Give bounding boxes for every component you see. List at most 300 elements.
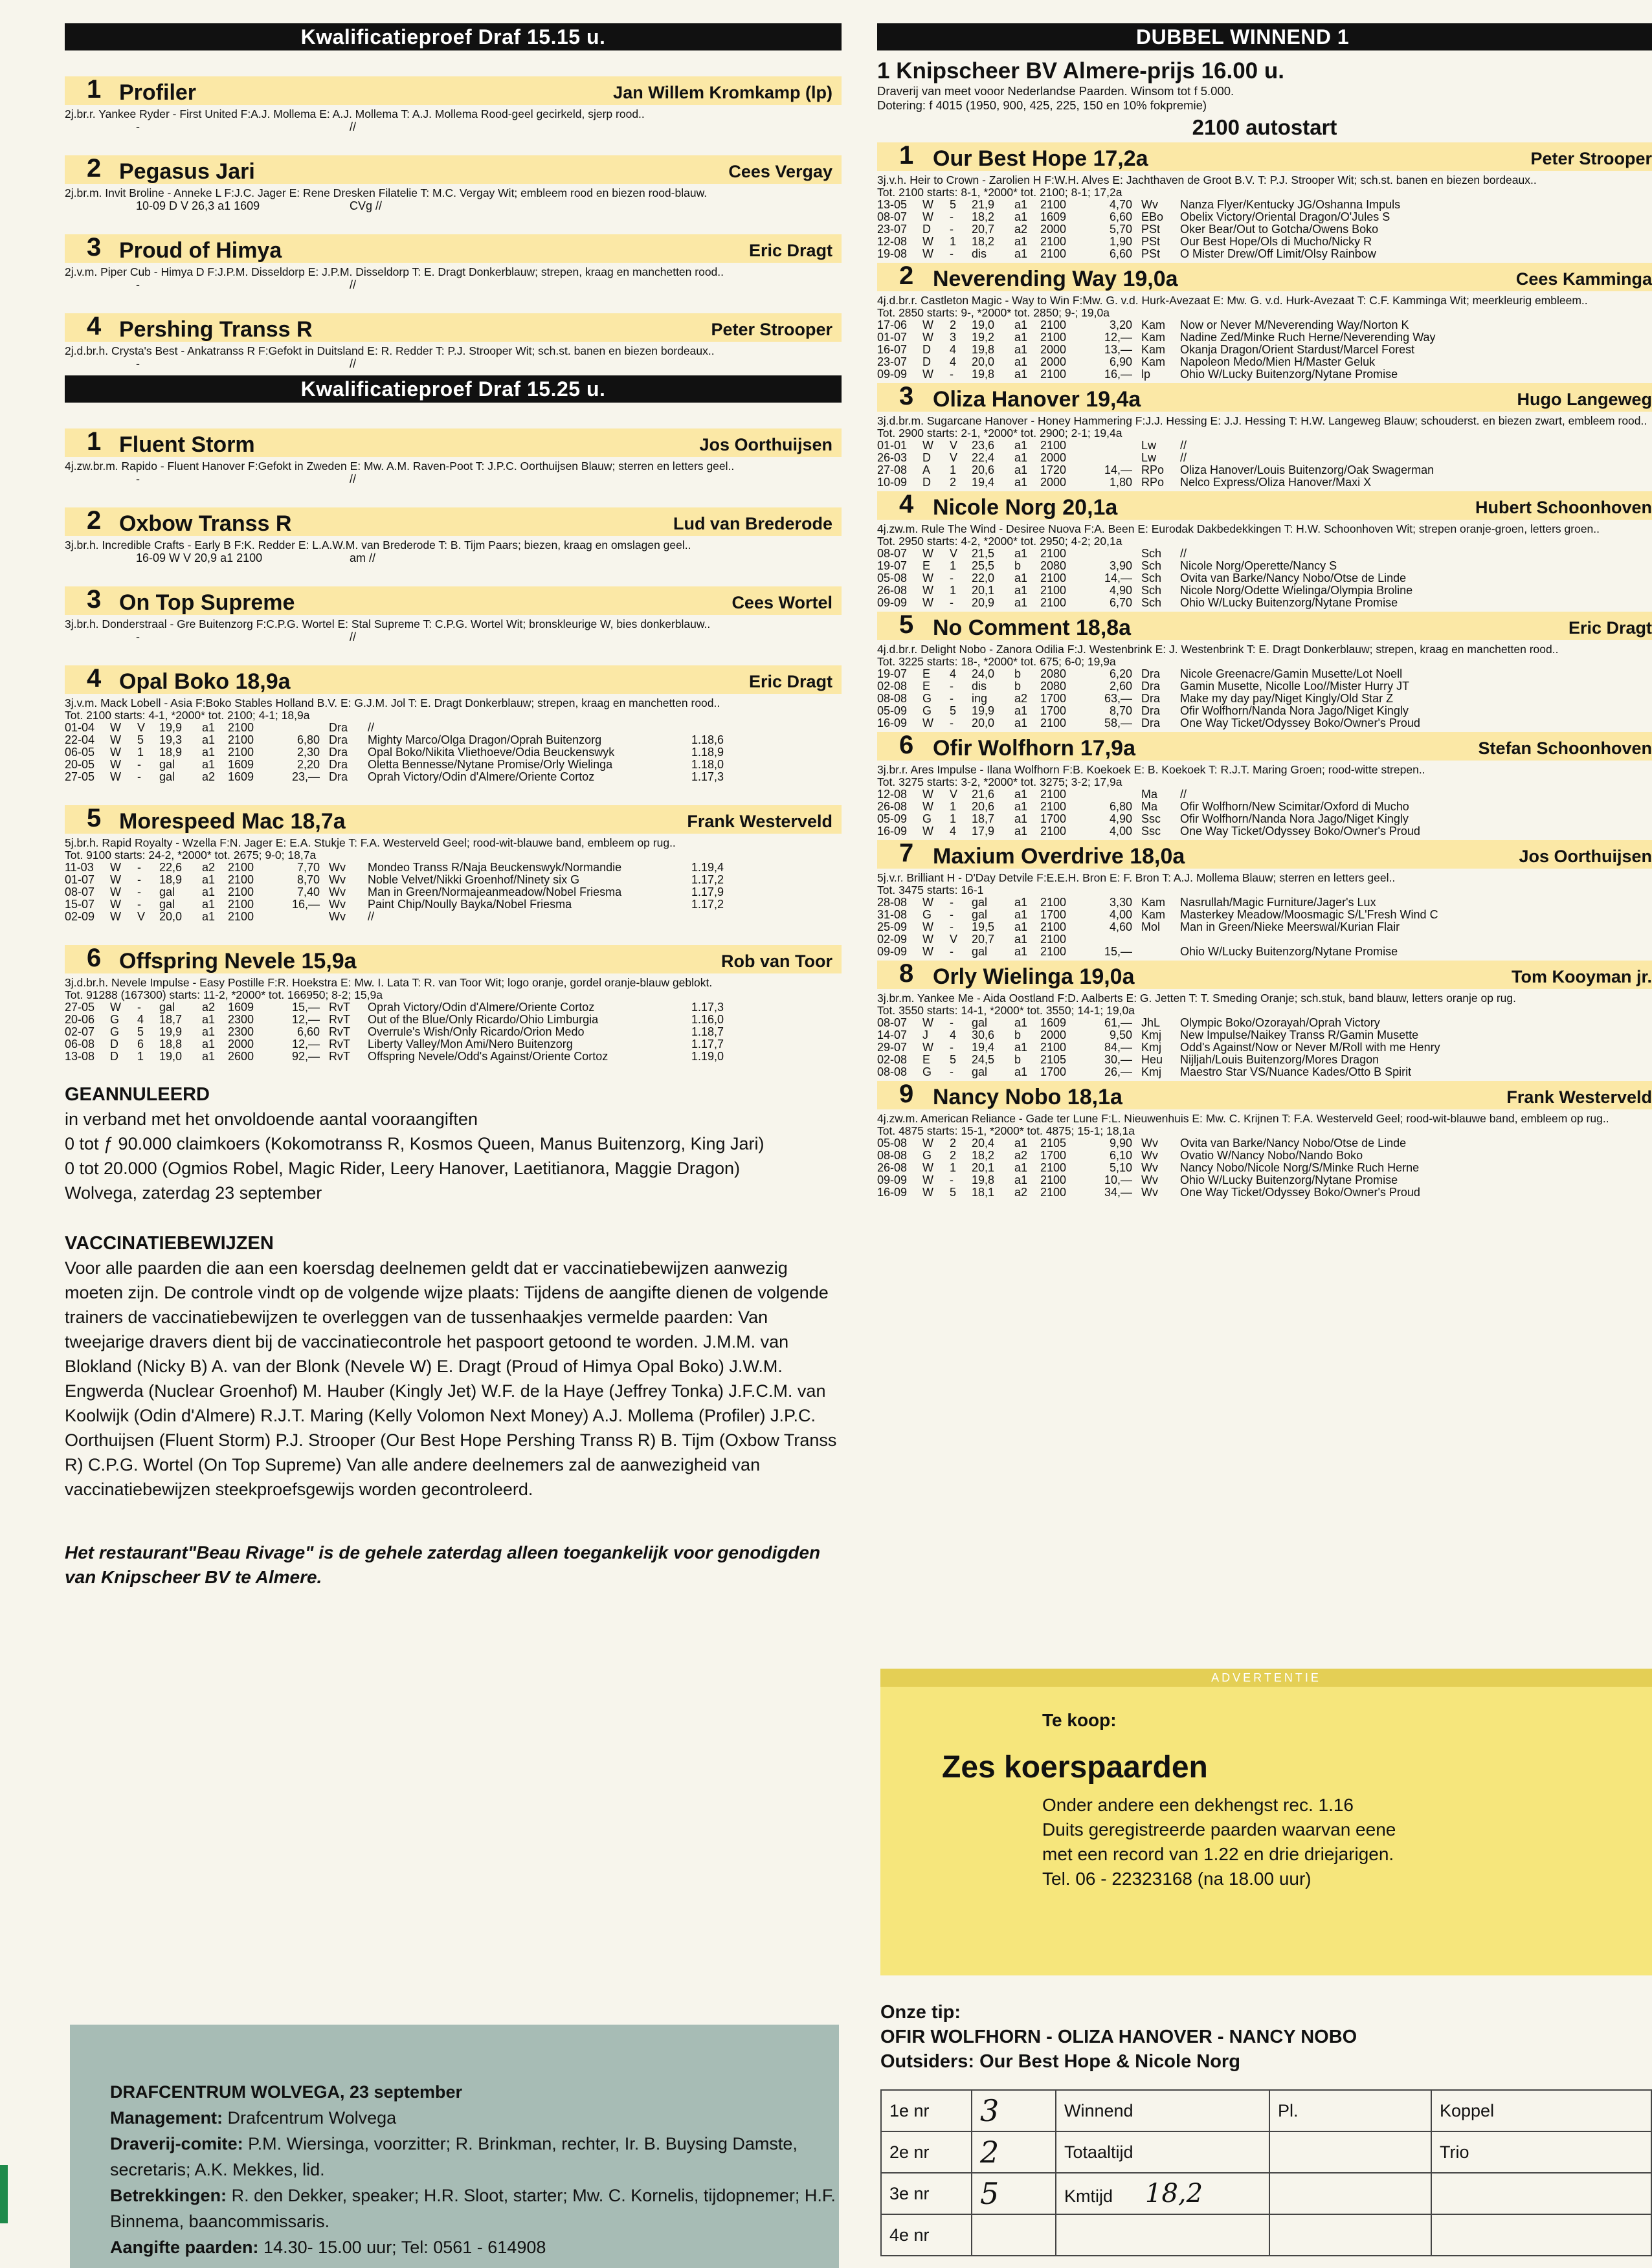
horse-pedigree: 4j.zw.br.m. Rapido - Fluent Hanover F:Gefokt in Zweden E: Mw. A.M. Raven-Poot T: J.P.C. Oorthuijsen Blauw; sterren en letters geel..	[65, 460, 735, 472]
horse-name: Nancy Nobo 18,1a	[933, 1085, 1122, 1109]
horse-entry	[877, 961, 1652, 1078]
performance-row	[877, 693, 1504, 705]
horse-header	[65, 234, 842, 263]
performance-cell: 26-08	[877, 1161, 908, 1174]
performance-cell: a2	[202, 861, 216, 874]
performance-cell: 17-06	[877, 318, 908, 331]
performance-cell: 19,9	[972, 704, 995, 717]
horse-entry	[65, 805, 842, 923]
performance-cell	[269, 911, 329, 923]
performance-cell: 19,2	[972, 331, 995, 344]
performance-cell: 2100	[1040, 547, 1067, 560]
performance-cell: Make my day pay/Niget Kingly/Old Star Z	[1180, 692, 1394, 705]
performance-cell: 2100	[1040, 1186, 1067, 1199]
performance-cell: Nicole Greenacre/Gamin Musette/Lot Noell	[1180, 667, 1403, 680]
performance-cell: G	[110, 1025, 120, 1038]
info-betrekkingen: Betrekkingen: R. den Dekker, speaker; H.R. Sloot, starter; Mw. C. Kornelis, tijdopnemer; H.F. Binnema, baancommissaris.	[110, 2186, 836, 2231]
performance-cell: 84,—	[1104, 1041, 1132, 1054]
performance-cell: 12,—	[291, 1038, 320, 1051]
performance-cell: 10-09	[877, 476, 908, 489]
performance-cell: a1	[1014, 210, 1028, 223]
performance-row	[65, 898, 756, 911]
performance-cell: 08-07	[877, 210, 908, 223]
performance-cell: Sch	[1141, 572, 1162, 584]
performance-cell: 1.17,2	[691, 898, 724, 911]
performance-cell: a1	[1014, 547, 1028, 560]
horse-entry	[65, 945, 842, 1063]
performance-cell: a1	[202, 1038, 216, 1051]
horse-totals: Tot. 4875 starts: 15-1, *2000* tot. 4875; 15-1; 18,1a	[877, 1124, 1135, 1137]
performance-cell: 2100	[228, 721, 254, 734]
performance-cell: 5,70	[1109, 223, 1132, 236]
past-performances	[877, 668, 1504, 729]
performance-cell: a1	[1014, 198, 1028, 211]
performance-cell: Dra	[329, 733, 348, 746]
performance-cell: 58,—	[1104, 717, 1132, 729]
performance-cell: 15,—	[291, 1001, 320, 1014]
horse-trainer: Cees Wortel	[731, 593, 832, 612]
performance-cell: 01-01	[877, 439, 908, 452]
performance-cell: G	[922, 704, 932, 717]
performance-cell: -	[950, 692, 954, 705]
slip-cell: 4e nr	[881, 2214, 972, 2256]
performance-cell: a1	[1014, 1041, 1028, 1054]
horse-trainer: Rob van Toor	[721, 951, 832, 971]
horse-trainer: Tom Kooyman jr.	[1511, 967, 1652, 986]
performance-cell: a1	[1014, 451, 1028, 464]
performance-row	[877, 464, 1504, 476]
performance-cell: 2100	[1040, 933, 1067, 946]
performance-cell: 2000	[228, 1038, 254, 1051]
ad-heading: Zes koerspaarden	[942, 1750, 1208, 1784]
performance-row	[877, 439, 1504, 452]
horse-number: 2	[87, 506, 102, 535]
horse-trainer: Peter Strooper	[1530, 149, 1652, 168]
performance-cell: Ohio W/Lucky Buitenzorg/Nytane Promise	[1180, 596, 1398, 609]
performance-cell: Nanza Flyer/Kentucky JG/Oshanna Impuls	[1180, 198, 1401, 211]
performance-row	[65, 911, 756, 923]
performance-cell: 2000	[1040, 223, 1067, 236]
performance-cell: 10,—	[1104, 1173, 1132, 1186]
performance-cell: 1	[950, 235, 957, 248]
slip-cell	[1269, 2173, 1431, 2214]
performance-cell: W	[922, 1173, 933, 1186]
performance-cell: 2080	[1040, 559, 1067, 572]
performance-cell: Odd's Against/Now or Never M/Roll with me Henry	[1180, 1041, 1440, 1054]
performance-cell: 4	[950, 1028, 957, 1041]
performance-end: //	[350, 630, 357, 643]
performance-cell: Kam	[1141, 896, 1166, 909]
performance-cell: 1720	[1040, 463, 1067, 476]
performance-cell: -	[137, 1001, 141, 1014]
slip-handwritten[interactable]: 3	[972, 2090, 1056, 2131]
performance-cell: a1	[1014, 704, 1028, 717]
performance-cell: gal	[159, 770, 175, 783]
performance-row	[877, 211, 1504, 223]
past-performances	[877, 1017, 1504, 1078]
horse-totals: Tot. 3275 starts: 3-2, *2000* tot. 3275; 3-2; 17,9a	[877, 775, 1122, 788]
performance-cell: G	[922, 692, 932, 705]
performance-cell: 20,1	[972, 584, 995, 597]
slip-handwritten[interactable]: 2	[972, 2131, 1056, 2173]
performance-cell: //	[1180, 788, 1187, 801]
performance-cell: Dra	[1141, 667, 1161, 680]
performance-cell: Heu	[1141, 1053, 1163, 1066]
horse-pedigree: 2j.d.br.h. Crysta's Best - Ankatranss R F:Gefokt in Duitsland E: R. Redder T: P.J. Strooper Wit; sch.st. banen en biezen bordeaux..	[65, 344, 715, 357]
performance-cell: 4	[137, 1013, 144, 1026]
performance-cell: 1	[950, 1161, 957, 1174]
performance-cell: 08-07	[877, 1016, 908, 1029]
performance-cell: 20,6	[972, 463, 995, 476]
performance-cell: 2100	[1040, 318, 1067, 331]
performance-cell: Nadine Zed/Minke Ruch Herne/Neverending Way	[1180, 331, 1436, 344]
performance-cell: 8,70	[296, 873, 320, 886]
performance-cell: 2000	[1040, 1028, 1067, 1041]
horse-totals: Tot. 9100 starts: 24-2, *2000* tot. 2675; 9-0; 18,7a	[65, 849, 317, 862]
performance-cell: 23-07	[877, 355, 908, 368]
performance-cell: W	[922, 439, 933, 452]
slip-cell: Pl.	[1269, 2090, 1431, 2131]
performance-cell: W	[110, 733, 121, 746]
performance-cell: 6,70	[1109, 596, 1132, 609]
dubbel-winnend-header: DUBBEL WINNEND 1	[877, 23, 1652, 50]
performance-cell: a1	[1014, 1065, 1028, 1078]
performance-cell: 1,80	[1109, 476, 1132, 489]
performance-cell: 2080	[1040, 667, 1067, 680]
performance-cell: a1	[1014, 331, 1028, 344]
performance-cell: a1	[1014, 945, 1028, 958]
performance-cell: 18,7	[972, 812, 995, 825]
vaccination-title: VACCINATIEBEWIJZEN	[65, 1233, 274, 1254]
slip-handwritten[interactable]: 5	[972, 2173, 1056, 2214]
performance-cell: 14-07	[877, 1028, 908, 1041]
performance-cell: Overrule's Wish/Only Ricardo/Orion Medo	[368, 1025, 585, 1038]
performance-cell: W	[922, 1186, 933, 1199]
performance-cell: 2100	[1040, 717, 1067, 729]
performance-cell: a1	[1014, 235, 1028, 248]
race-header-1525: Kwalificatieproef Draf 15.25 u.	[65, 375, 842, 403]
performance-cell: a1	[202, 898, 216, 911]
performance-cell: 2300	[228, 1025, 254, 1038]
performance-cell: 23-07	[877, 223, 908, 236]
performance-row	[65, 886, 756, 898]
performance-row	[65, 746, 756, 759]
performance-cell: 1.19,0	[691, 1050, 724, 1063]
horse-pedigree: 3j.d.br.m. Sugarcane Hanover - Honey Hammering F:J.J. Hessing E: J.J. Hessing T: H.W. Langeweg Blauw; schouderst. en biezen zwart, embleem rood..	[877, 414, 1647, 427]
performance-cell: Paint Chip/Noully Bayka/Nobel Friesma	[368, 898, 572, 911]
horse-pedigree: 4j.d.br.r. Castleton Magic - Way to Win F:Mw. G. v.d. Hurk-Avezaat E: Mw. G. v.d. Hurk-Avezaat T: C.F. Kamminga Wit; meerkleurig embleem..	[877, 294, 1588, 307]
performance-cell: Obelix Victory/Oriental Dragon/O'Jules S	[1180, 210, 1390, 223]
performance-cell: gal	[159, 758, 175, 771]
performance-cell: 22-04	[65, 733, 95, 746]
performance-row	[877, 248, 1504, 260]
horse-totals: Tot. 3225 starts: 18-, *2000* tot. 675; 6-0; 19,9a	[877, 655, 1116, 668]
performance-cell: PSt	[1141, 235, 1161, 248]
performance-cell: Lw	[1141, 451, 1157, 464]
performance-cell: 25,5	[972, 559, 995, 572]
horse-trainer: Eric Dragt	[1568, 618, 1652, 638]
performance-row	[877, 1054, 1504, 1066]
performance-cell: Nelco Express/Oliza Hanover/Maxi X	[1180, 476, 1372, 489]
horse-entry	[877, 1081, 1652, 1199]
performance-cell: PSt	[1141, 247, 1161, 260]
past-performances	[877, 199, 1504, 260]
performance-cell: 29-07	[877, 1041, 908, 1054]
horse-header	[877, 732, 1652, 761]
performance-cell: 2100	[1040, 572, 1067, 584]
performance-cell: a2	[202, 770, 216, 783]
performance-cell: 2100	[1040, 247, 1067, 260]
performance-end: CVg //	[350, 199, 383, 212]
performance-cell: Now or Never M/Neverending Way/Norton K	[1180, 318, 1409, 331]
performance-cell: One Way Ticket/Odyssey Boko/Owner's Proud	[1180, 717, 1420, 729]
performance-cell: //	[1180, 439, 1187, 452]
past-performances	[877, 439, 1504, 489]
performance-cell: a2	[202, 1001, 216, 1014]
performance-cell: 5	[137, 1025, 144, 1038]
performance-cell: 16-07	[877, 343, 908, 356]
geannuleerd-line: 0 tot 20.000 (Ogmios Robel, Magic Rider, Leery Hanover, Laetitianora, Maggie Dragon)	[65, 1159, 741, 1178]
performance-cell: RvT	[329, 1038, 350, 1051]
performance-cell: Ohio W/Lucky Buitenzorg/Nytane Promise	[1180, 1173, 1398, 1186]
performance-cell: 2100	[1040, 235, 1067, 248]
performance-cell: Nicole Norg/Operette/Nancy S	[1180, 559, 1337, 572]
performance-cell: Kmj	[1141, 1041, 1161, 1054]
horse-header	[65, 428, 842, 457]
performance-cell: 2100	[1040, 945, 1067, 958]
performance-cell: 09-09	[877, 596, 908, 609]
performance-cell: W	[922, 896, 933, 909]
performance-cell: Ma	[1141, 800, 1158, 813]
performance-cell: a1	[1014, 463, 1028, 476]
horse-name: Nicole Norg 20,1a	[933, 495, 1118, 520]
horse-totals: Tot. 91288 (167300) starts: 11-2, *2000* tot. 166950; 8-2; 15,9a	[65, 988, 383, 1001]
performance-cell: 31-08	[877, 908, 908, 921]
performance-cell: 19,9	[159, 721, 183, 734]
performance-line	[65, 120, 842, 133]
performance-cell: -	[950, 223, 954, 236]
performance-cell: gal	[972, 896, 988, 909]
performance-cell	[1141, 933, 1180, 946]
performance-cell: V	[950, 933, 958, 946]
performance-cell: 05-08	[877, 572, 908, 584]
performance-cell: 6,80	[296, 733, 320, 746]
performance-row	[877, 223, 1504, 236]
performance-cell: 18,1	[972, 1186, 995, 1199]
performance-cell: gal	[972, 945, 988, 958]
performance-line	[65, 472, 842, 485]
horse-pedigree: 3j.v.m. Mack Lobell - Asia F:Boko Stables Holland B.V. E: G.J.M. Jol T: E. Dragt Donkerblauw; strepen, kraag en manchetten rood..	[65, 696, 720, 709]
performance-row	[877, 1041, 1504, 1054]
vaccination-section	[65, 1231, 842, 1502]
performance-cell: Kmj	[1141, 1065, 1161, 1078]
performance-cell: a1	[1014, 596, 1028, 609]
performance-cell: 4,90	[1109, 584, 1132, 597]
performance-cell: Wv	[1141, 1137, 1158, 1150]
slip-cell	[1269, 2214, 1431, 2256]
performance-cell: 6,60	[1109, 210, 1132, 223]
performance-cell: 02-08	[877, 1053, 908, 1066]
performance-row	[877, 560, 1504, 572]
performance-cell: 19,3	[159, 733, 183, 746]
performance-cell: 1.16,0	[691, 1013, 724, 1026]
performance-cell: W	[922, 788, 933, 801]
performance-cell: -	[950, 908, 954, 921]
performance-cell: 20,7	[972, 223, 995, 236]
performance-cell: 18,7	[159, 1013, 183, 1026]
slip-row	[881, 2214, 1651, 2256]
performance-cell: 63,—	[1104, 692, 1132, 705]
green-edge-strip	[0, 2165, 8, 2223]
horse-totals: Tot. 2950 starts: 4-2, *2000* tot. 2950; 4-2; 20,1a	[877, 535, 1122, 548]
performance-cell: 20-05	[65, 758, 95, 771]
performance-cell: 1	[950, 812, 957, 825]
performance-cell: 09-09	[877, 1173, 908, 1186]
performance-cell: 11-03	[65, 861, 94, 874]
slip-row	[881, 2090, 1651, 2131]
horse-pedigree: 5j.br.h. Rapid Royalty - Wzella F:N. Jager E: E.A. Stukje T: F.A. Westerveld Geel; rood-wit-blauwe band, embleem op rug..	[65, 836, 676, 849]
performance-cell: a1	[1014, 368, 1028, 381]
horse-trainer: Frank Westerveld	[687, 812, 832, 831]
performance-text: -	[136, 357, 140, 370]
performance-row	[877, 572, 1504, 584]
performance-cell: 1.18,0	[691, 758, 724, 771]
performance-cell: Wv	[1141, 1186, 1158, 1199]
performance-row	[65, 771, 756, 783]
performance-cell: 3,20	[1109, 318, 1132, 331]
info-aangifte: Aangifte paarden: 14.30- 15.00 uur; Tel: 0561 - 614908	[110, 2238, 546, 2257]
performance-cell: 2080	[1040, 680, 1067, 693]
performance-cell: One Way Ticket/Odyssey Boko/Owner's Proud	[1180, 1186, 1420, 1199]
performance-cell: Mol	[1141, 920, 1161, 933]
performance-cell: 6,90	[1109, 355, 1132, 368]
performance-cell: 2	[950, 1149, 957, 1162]
performance-cell: 1.17,2	[691, 873, 724, 886]
performance-cell: 08-08	[877, 1065, 908, 1078]
performance-cell: 16-09	[877, 717, 908, 729]
performance-cell: 08-08	[877, 692, 908, 705]
performance-cell: 1700	[1040, 704, 1067, 717]
performance-row	[877, 476, 1504, 489]
ad-line: Tel. 06 - 22323168 (na 18.00 uur)	[1042, 1869, 1312, 1889]
performance-cell: G	[922, 1149, 932, 1162]
horse-entry	[877, 612, 1652, 729]
performance-row	[877, 319, 1504, 331]
performance-row	[877, 1137, 1504, 1150]
performance-cell: 4	[950, 667, 957, 680]
horse-number: 6	[87, 944, 102, 972]
performance-cell: W	[922, 1041, 933, 1054]
performance-cell: Napoleon Medo/Mien H/Master Geluk	[1180, 355, 1376, 368]
performance-cell: Opal Boko/Nikita Vliethoeve/Odia Beuckenswyk	[368, 746, 615, 759]
performance-line	[65, 551, 842, 564]
performance-cell: Man in Green/Nieke Meerswal/Kurian Flair	[1180, 920, 1400, 933]
performance-cell: 2100	[228, 746, 254, 759]
performance-row	[877, 597, 1504, 609]
performance-cell: Lw	[1141, 439, 1157, 452]
performance-cell: Dra	[329, 721, 348, 734]
horse-trainer: Peter Strooper	[711, 320, 832, 339]
horse-totals: Tot. 2850 starts: 9-, *2000* tot. 2850; 9-; 19,0a	[877, 306, 1110, 319]
ad-line: met een record van 1.22 en drie driejarigen.	[1042, 1844, 1394, 1864]
performance-cell	[1082, 452, 1141, 464]
performance-cell: One Way Ticket/Odyssey Boko/Owner's Proud	[1180, 825, 1420, 838]
performance-cell: Masterkey Meadow/Moosmagic S/L'Fresh Wind C	[1180, 908, 1438, 921]
performance-cell: 1609	[228, 1001, 254, 1014]
performance-row	[877, 717, 1504, 729]
horse-header	[65, 665, 842, 694]
performance-cell: E	[922, 680, 931, 693]
performance-cell: W	[922, 800, 933, 813]
performance-cell: a2	[1014, 223, 1028, 236]
performance-cell: -	[950, 945, 954, 958]
horse-entry	[65, 665, 842, 783]
performance-cell: W	[922, 368, 933, 381]
performance-cell: Ssc	[1141, 812, 1161, 825]
performance-cell: gal	[159, 885, 175, 898]
performance-cell: 18,8	[159, 1038, 183, 1051]
performance-cell: a1	[1014, 933, 1028, 946]
performance-cell: 2100	[1040, 1173, 1067, 1186]
performance-cell: 5	[950, 1053, 957, 1066]
tip-picks: OFIR WOLFHORN - OLIZA HANOVER - NANCY NOBO	[880, 2027, 1357, 2047]
betting-slip-table	[880, 2089, 1652, 2256]
performance-cell: 27-05	[65, 1001, 95, 1014]
ad-label: ADVERTENTIE	[880, 1669, 1652, 1687]
performance-cell	[1082, 933, 1141, 946]
past-performances	[877, 788, 1504, 838]
horse-entry	[877, 142, 1652, 260]
performance-cell: Kam	[1141, 343, 1166, 356]
horse-name: Fluent Storm	[119, 432, 255, 457]
performance-cell: Oletta Bennesse/Nytane Promise/Orly Wielinga	[368, 758, 613, 771]
performance-cell: a1	[1014, 717, 1028, 729]
performance-cell: Sch	[1141, 547, 1162, 560]
performance-cell: 16-09	[877, 1186, 908, 1199]
performance-row	[877, 236, 1504, 248]
performance-cell: a1	[1014, 318, 1028, 331]
performance-cell: 19-07	[877, 559, 908, 572]
performance-line	[65, 630, 842, 643]
performance-row	[877, 1150, 1504, 1162]
horse-pedigree: 3j.br.r. Ares Impulse - Ilana Wolfhorn F:B. Koekoek E: B. Koekoek T: R.J.T. Maring Groen; rood-witte strepen..	[877, 763, 1425, 776]
slip-cell: 3e nr	[881, 2173, 972, 2214]
performance-cell: 1700	[1040, 1149, 1067, 1162]
performance-cell: 13,—	[1104, 343, 1132, 356]
horse-totals: Tot. 2100 starts: 8-1, *2000* tot. 2100; 8-1; 17,2a	[877, 186, 1122, 199]
slip-row	[881, 2173, 1651, 2214]
performance-text: -	[136, 472, 140, 485]
horse-header	[877, 840, 1652, 869]
slip-handwritten[interactable]	[972, 2214, 1056, 2256]
performance-cell: Offspring Nevele/Odd's Against/Oriente Cortoz	[368, 1050, 608, 1063]
performance-cell: Wv	[1141, 198, 1158, 211]
slip-handwritten[interactable]: 18,2	[1145, 2179, 1203, 2208]
performance-cell: Nicole Norg/Odette Wielinga/Olympia Broline	[1180, 584, 1413, 597]
performance-cell: V	[950, 788, 958, 801]
performance-cell: 1	[137, 1050, 144, 1063]
performance-cell: 1700	[1040, 812, 1067, 825]
performance-cell: -	[137, 770, 141, 783]
performance-cell: Ovita van Barke/Nancy Nobo/Otse de Linde	[1180, 1137, 1407, 1150]
performance-text: 10-09 D V 26,3 a1 1609	[136, 199, 260, 212]
performance-cell: -	[950, 210, 954, 223]
performance-cell: W	[110, 721, 121, 734]
performance-cell: -	[950, 1065, 954, 1078]
performance-cell: 2100	[228, 885, 254, 898]
performance-cell: 2100	[228, 873, 254, 886]
restaurant-notice: Het restaurant"Beau Rivage" is de gehele zaterdag alleen toegankelijk voor genodigden van Knipscheer BV te Almere.	[65, 1542, 821, 1587]
